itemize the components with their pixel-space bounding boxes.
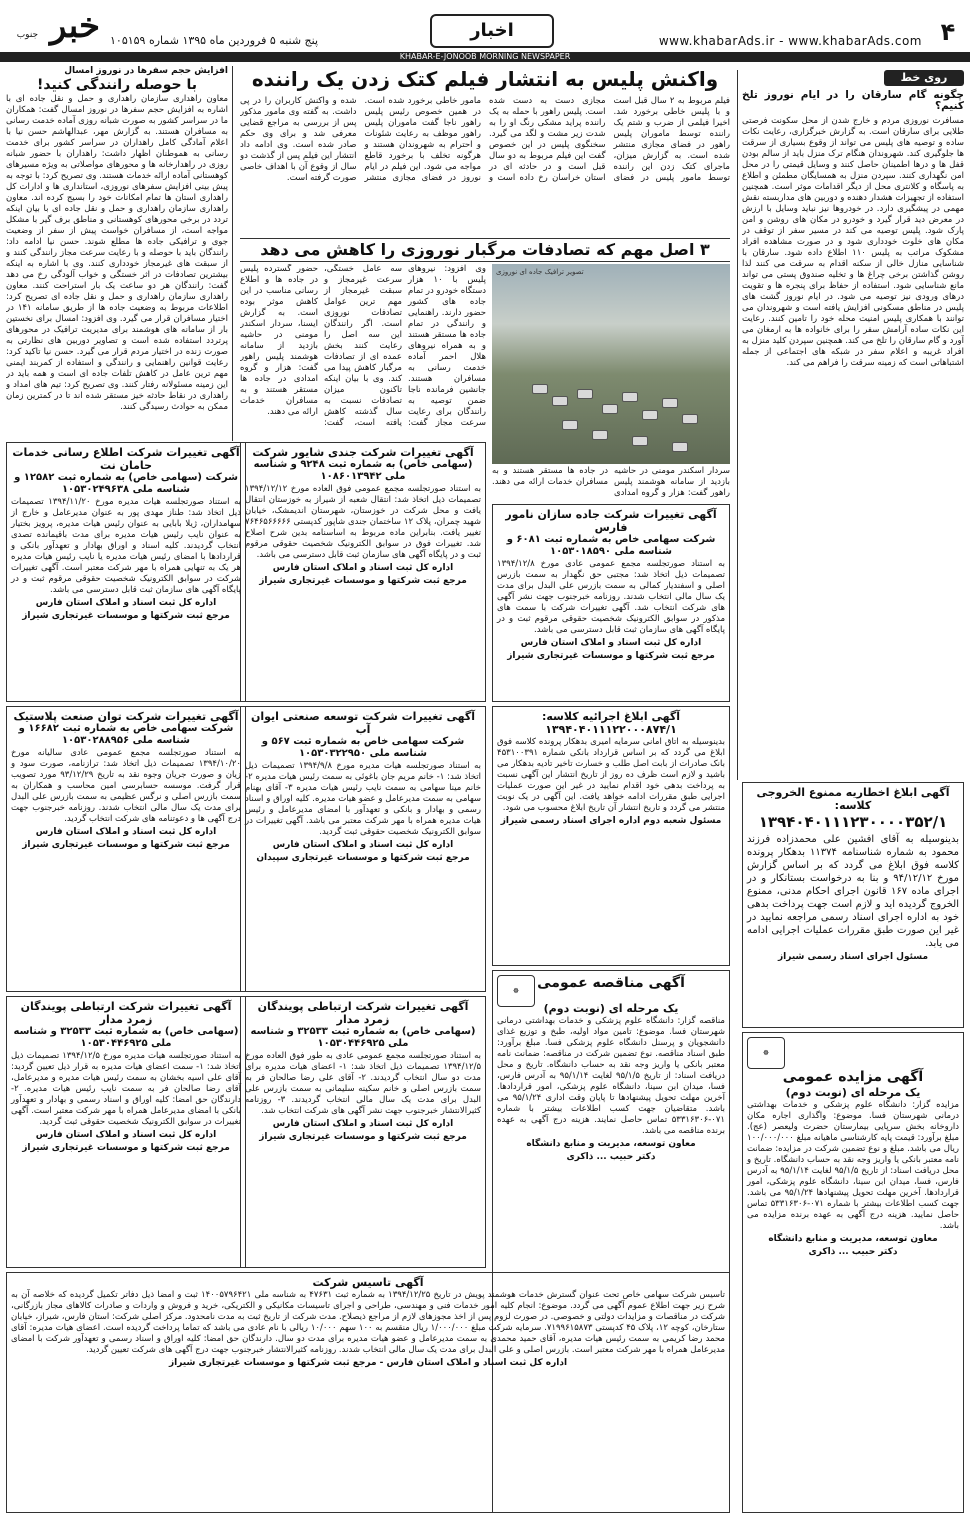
ad-title: آگهی تغییرات شرکت اطلاع رسانی خدمات حامان نت xyxy=(12,446,240,472)
masthead xyxy=(0,0,970,62)
ad-subtitle: (سهامی خاص) به شماره ثبت ۳۲۵۳۳ و شناسه ملی ۱۰۵۳۰۴۴۶۹۲۵ xyxy=(13,1026,239,1049)
page-number: ۴ xyxy=(940,18,956,46)
ad-subtitle: شرکت (سهامی خاص) به شماره ثبت ۱۲۵۸۲ و شناسه ملی ۱۰۵۳۰۲۴۹۶۳۸ xyxy=(14,472,238,495)
ad-body: بدینوسیله به آقای افشین علی محمدزاده فرزند محمود به شماره شناسنامه ۱۱۳۷۴ بدهکار پرونده کلاسه فوق ابلاغ می گردد که بر اساس گزارش مورخ ۹۴/۱۲/۱۲ و بنا به درخواست بستانکار و در اجرای ماده ۱۶۷ قانون اجرای احکام مدنی، ممنوع الخروج گردیده اید و لازم است جهت پرداخت بدهی خود به اداره اجرای اسناد رسمی مراجعه نمایید در غیر این صورت طبق مقررات عملیات اجرایی ادامه می یابد. xyxy=(747,834,960,949)
ad-body: بدینوسیله به اتاق امانی سرمایه امیری بدهکار پرونده کلاسه فوق ابلاغ می گردد که بر اساس قرارداد بانکی شماره ۴۵۳۱۰۰۳۹۱ بانک صادرات از بابت اصل طلب و خسارت تاخیر تادیه بدهکار می باشید و لازم است ظرف ده روز از تاریخ انتشار این آگهی نسبت به پرداخت بدهی خود اقدام نمایید در غیر این صورت عملیات اجرایی طبق مقررات ادامه خواهد یافت. این آگهی در یک نوبت منتشر می گردد و تاریخ انتشار آن تاریخ ابلاغ محسوب می شود. xyxy=(497,737,725,813)
ad-foot: مسئول شعبه دوم اداره اجرای اسناد رسمی شیراز xyxy=(500,816,722,826)
ad-shayvar[interactable] xyxy=(240,442,486,702)
left-kicker: افزایش حجم سفرها در نوروز امسال xyxy=(64,66,228,76)
ad-title: آگهی ابلاغ اخطاریه ممنوع الخروجی کلاسه: xyxy=(756,786,950,812)
ad-foot-2: دکتر حبیب ... ذاکری xyxy=(808,1247,898,1257)
ad-foot: اداره کل ثبت اسناد و املاک استان فارس xyxy=(35,827,217,837)
ad-foot-2: دکتر حبیب ... ذاکری xyxy=(566,1152,656,1162)
ad-foot-2: مرجع ثبت شرکتها و موسسات غیرتجاری شیراز xyxy=(22,840,230,850)
ad-body: مناقصه گزار: دانشگاه علوم پزشکی و خدمات بهداشتی درمانی شهرستان فسا. موضوع: تامین مواد اولیه، طبخ و توزیع غذای دانشجویان و پرسنل دانشگاه علوم پزشکی فسا. مبلغ برآورد: طبق اسناد مناقصه. نوع تضمین شرکت در مناقصه: ضمانت نامه معتبر بانکی یا واریز وجه نقد به حساب دانشگاه. تاریخ و محل دریافت اسناد: از تاریخ ۹۵/۱/۵ لغایت ۹۵/۱/۱۴ به آدرس فارس، فسا، میدان ابن سینا، دانشگاه علوم پزشکی، امور قراردادها. آخرین مهلت تحویل پیشنهادها تا پایان وقت اداری ۹۵/۱/۲۴ می باشد. متقاضیان جهت کسب اطلاعات بیشتر با شماره ۰۷۱-۵۳۳۱۶۳۰۶ تماس حاصل نمایند. هزینه درج آگهی به عهده برنده مناقصه می باشد. xyxy=(497,1016,726,1136)
ad-body: مزایده گزار: دانشگاه علوم پزشکی و خدمات بهداشتی درمانی شهرستان فسا. موضوع: واگذاری اجاره مکان داروخانه بخش سرپایی بیمارستان حضرت ولیعصر (عج). مبلغ برآورد: قیمت پایه کارشناسی ماهیانه مبلغ ۱۰۰/۰۰۰/۰۰۰ ریال می باشد. مبلغ و نوع تضمین شرکت در مزایده: ضمانت نامه معتبر بانکی یا واریز وجه نقد به حساب دانشگاه. تاریخ و محل دریافت اسناد: از تاریخ ۹۵/۱/۵ لغایت ۹۵/۱/۱۴ به آدرس فارس، فسا، میدان ابن سینا، دانشگاه علوم پزشکی، امور قراردادها. آخرین مهلت تحویل پیشنهادها ۹۵/۱/۲۴ می باشد. جهت کسب اطلاعات بیشتر با شماره ۰۷۱-۵۳۳۱۶۳۰۶ تماس حاصل نمایید. هزینه درج آگهی به عهده برنده مزایده می باشد. xyxy=(747,1100,959,1231)
website-url[interactable]: www.khabarAds.ir - www.khabarAds.com xyxy=(658,34,922,48)
ad-foot: اداره کل ثبت اسناد و املاک استان فارس xyxy=(272,840,454,850)
ad-title: آگهی تغییرات شرکت جندی شایور شرکت xyxy=(252,446,474,459)
left-body: معاون راهداری سازمان راهداری و حمل و نقل جاده ای با اشاره به افزایش حجم سفرها در نوروز امسال گفت: همکاران ما در سراسر کشور به صورت شبانه روزی آماده خدمت رسانی به مسافران هستند. به گزارش مهر، عبدالهاشم حسن نیا با اعلام آمادگی کامل راهداران در سراسر کشور برای خدمت رسانی به هموطنان اظهار داشت: راهداران با حضور شبانه روزی در راهدارخانه ها و محورهای مواصلاتی به ویژه مسیرهای کوهستانی آماده ارائه خدمات هستند. وی تصریح کرد: با توجه به پیش بینی افزایش سفرهای نوروزی، استانداری ها و ادارات کل راهداری استان ها تمام امکانات خود را بسیج کرده اند. معاون راهداری سازمان راهداری و حمل و نقل جاده ای با بیان اینکه تردد در برخی محورهای کوهستانی و مناطق برف گیر با مشکل مواجه است، از مسافران خواست پیش از سفر از وضعیت جوی و ترافیکی جاده ها مطلع شوند. حسن نیا ادامه داد: رانندگان باید با حوصله و با رعایت سرعت مجاز رانندگی کنند و از سبقت های غیرمجاز خودداری کنند. وی با اشاره به اینکه بیشترین تصادفات در اثر خستگی و خواب آلودگی رخ می دهد گفت: رانندگان هر دو ساعت یک بار استراحت کنند. معاون راهداری سازمان راهداری و حمل و نقل جاده ای تصریح کرد: اطلاعات مربوط به وضعیت جاده ها از طریق سامانه ۱۴۱ در اختیار مسافران قرار می گیرد. وی افزود: امسال برای نخستین بار از سامانه های هوشمند برای مدیریت ترافیک در محورهای پرتردد استفاده شده است و تصاویر دوربین های نظارتی به صورت زنده در اختیار مردم قرار می گیرد. حسن نیا تاکید کرد: رعایت قوانین راهنمایی و رانندگی و استفاده از کمربند ایمنی مهم ترین عامل در کاهش تلفات جاده ای است و همه باید در این زمینه مسئولانه رفتار کنند. وی تصریح کرد: تیم های امداد و راهداری در نقاط حادثه خیز مستقر شده اند تا در کمترین زمان ممکن به حوادث رسیدگی کنند. xyxy=(6,94,228,412)
ad-foot: اداره کل ثبت اسناد و املاک استان فارس xyxy=(520,638,702,648)
ad-foot: مسئول اجرای اسناد رسمی شیراز xyxy=(777,952,929,962)
rooye-khat-label: روی خط xyxy=(884,70,964,86)
section-title: اخبار xyxy=(430,14,554,48)
ad-foot: اداره کل ثبت اسناد و املاک استان فارس - مرجع ثبت شرکتها و موسسات غیرتجاری شیراز xyxy=(168,1358,568,1368)
ad-foot-2: مرجع ثبت شرکتها و موسسات غیرتجاری سپیدان xyxy=(256,853,470,863)
ad-title: آگهی تغییرات شرکت ارتباطی پویندگان زمرد مدار xyxy=(257,1000,469,1026)
ad-title: آگهی تغییرات شرکت ارتباطی پویندگان زمرد مدار xyxy=(20,1000,232,1026)
ad-body: به استناد صورتجلسه مجمع عمومی عادی سالیانه مورخ ۱۳۹۴/۱۰/۲۰ تصمیمات ذیل اتخاذ شد: ترازنامه، صورت سود و زیان و صورت جریان وجوه نقد به تاریخ ۹۳/۱۲/۲۹ مورد تصویب قرار گرفت. موسسه حسابرسی امین محاسب و همکاران به سمت بازرس اصلی و نرگس عظیمی به سمت بازرس علی البدل برای مدت یک سال مالی انتخاب شدند. روزنامه خبرجنوب جهت درج آگهی ها و دعوتنامه های شرکت انتخاب گردید. xyxy=(11,748,242,824)
ad-khorooj[interactable] xyxy=(742,782,964,1028)
second-story: وی افزود: نیروهای پلیس با ۱۰ هزار دستگاه خودرو در تمام جاده های کشور حضور دارند. راهنمایی و رانندگی در تمام جاده ها مستقر هستند و به همراه نیروهای هلال احمر آماده خدمت رسانی به مسافران هستند. جانشین فرمانده ناجا ضمن توصیه به رانندگان برای رعایت سرعت مجاز گفت: سه عامل خستگی، سرعت غیرمجاز و سبقت غیرمجاز از مهم ترین عوامل تصادفات نوروزی است. اگر رانندگان این سه اصل را رعایت کنند بخش عمده ای از تصادفات مرگبار کاهش پیدا می کند. وی با بیان اینکه تاکنون میزان تصادفات نسبت به سال گذشته کاهش یافته است، گفت: حضور گسترده پلیس در جاده ها و اطلاع رسانی مناسب در این کاهش موثر بوده است. به گزارش ایسنا، سردار اسکندر مومنی در حاشیه بازدید از سامانه هوشمند پلیس راهور گفت: هزار و گروه امدادی در جاده ها مستقر هستند و به مسافران خدمات ارائه می دهند. xyxy=(240,264,486,428)
left-title: با حوصله رانندگی کنید! xyxy=(36,77,197,93)
column-rule xyxy=(737,70,738,780)
ad-foot: معاون توسعه، مدیریت و منابع دانشگاه xyxy=(768,1234,938,1244)
newspaper-logo[interactable] xyxy=(8,6,100,48)
ad-subtitle: یک مرحله ای (نوبت دوم) xyxy=(543,1002,679,1015)
ad-subtitle: (سهامی خاص) به شماره ثبت ۳۲۵۳۳ و شناسه ملی ۱۰۵۳۰۴۴۶۹۲۵ xyxy=(250,1026,476,1049)
ad-body: به استناد صورتجلسه هیات مدیره مورخ ۱۳۹۴/۱۲/۵ تصمیمات ذیل اتخاذ شد: ۱- سمت اعضای هیات مدیره به قرار ذیل تعیین گردید: آقای علی اسیه بخشان به سمت رئیس هیات مدیره و مدیرعامل، آقای رضا صالحان فر به سمت نایب رئیس هیات مدیره. ۲- دارندگان حق امضا: کلیه اوراق و اسناد رسمی و بهادار و تعهدآور بانکی با امضای مدیرعامل همراه با مهر شرکت معتبر است. آگهی تغییرات در سوابق الکترونیک شخصیت حقوقی ثبت گردید. xyxy=(11,1051,241,1127)
ad-title: آگهی ابلاغ اجرائیه کلاسه: xyxy=(541,710,681,723)
logo-text: خبر xyxy=(49,6,100,46)
ad-foot: اداره کل ثبت اسناد و املاک استان فارس xyxy=(272,1119,454,1129)
ad-subtitle: (سهامی خاص) به شماره ثبت ۹۲۴۸ و شناسه ملی ۱۰۸۶۰۱۳۹۴۲ xyxy=(253,459,473,482)
ad-abtab[interactable] xyxy=(240,706,486,992)
ad-resani[interactable] xyxy=(6,442,246,702)
ad-foot-2: مرجع ثبت شرکتها و موسسات غیرتجاری شیراز xyxy=(259,576,467,586)
ad-mozayede[interactable] xyxy=(742,1032,964,1513)
ad-body: به استناد صورتجلسه مجمع عمومی عادی به طور فوق العاده مورخ ۱۳۹۴/۱۲/۵ تصمیمات ذیل اتخاذ شد: ۱- اعضای هیات مدیره برای مدت دو سال انتخاب گردیدند. ۲- آقای علی رضا صالحان فر به سمت بازرس اصلی و خانم سکینه سلیمانی به سمت بازرس علی البدل برای مدت یک سال مالی انتخاب گردیدند. ۳- روزنامه کثیرالانتشار خبرجنوب جهت نشر آگهی های شرکت انتخاب شد. xyxy=(245,1051,482,1116)
issue-date: پنج شنبه ۵ فروردین ماه ۱۳۹۵ شماره ۱۰۵۱۵۹ xyxy=(110,34,319,47)
ad-title: آگهی مناقصه عمومی xyxy=(537,975,685,991)
ad-subtitle: یک مرحله ای (نوبت دوم) xyxy=(785,1086,921,1099)
ad-subtitle: ۱۳۹۴۰۴۰۱۱۱۲۳۰۰۰۰۳۵۲/۱ xyxy=(758,813,948,831)
university-emblem: ☸ xyxy=(747,1037,785,1069)
ad-foot: معاون توسعه، مدیریت و منابع دانشگاه xyxy=(526,1139,696,1149)
masthead-strap: KHABAR-E-JONOOB MORNING NEWSPAPER xyxy=(0,52,970,62)
ad-jadeh[interactable] xyxy=(492,504,730,702)
ad-foot: اداره کل ثبت اسناد و املاک استان فارس xyxy=(35,598,217,608)
ad-subtitle: شرکت سهامی خاص به شماره ثبت ۱۶۶۸۲ و شناسه ملی ۱۰۵۳۰۲۸۸۹۵۶ xyxy=(18,723,234,746)
ad-title: آگهی تغییرات شرکت جاده سازان نامور فارس xyxy=(505,508,717,534)
ad-tavan[interactable] xyxy=(6,706,246,992)
ad-body: به استناد صورتجلسه مجمع عمومی عادی مورخ ۱۳۹۴/۱۲/۸ تصمیمات ذیل اتخاذ شد: مجتبی حق نگهدار به سمت بازرس اصلی و اسفندیار کمالی به سمت بازرس علی البدل برای مدت یک سال مالی انتخاب شدند. روزنامه خبرجنوب جهت نشر آگهی های شرکت انتخاب شد. آگهی تغییرات شرکت با سمت های مذکور در سوابق الکترونیک شخصیت حقوقی مرقوم ثبت و در پایگاه آگهی های سازمان ثبت قابل دسترسی می باشد. xyxy=(497,559,725,635)
ad-title: آگهی تغییرات شرکت توسعه صنعتی ایوان آب xyxy=(250,710,476,736)
ad-ejraie[interactable] xyxy=(492,706,730,966)
left-column xyxy=(6,66,228,438)
ad-foot: اداره کل ثبت اسناد و املاک استان فارس xyxy=(35,1130,217,1140)
ad-title: آگهی مزایده عمومی xyxy=(782,1069,924,1085)
ad-body: به استناد صورتجلسه مجمع عمومی فوق العاده مورخ ۱۳۹۴/۱۲/۱۲ تصمیمات ذیل اتخاذ شد: انتقال شعبه از شیراز به خوزستان انتقال یافت و محل شرکت در خوزستان، شهرستان اندیمشک، خیابان شهید چمران، پلاک ۱۲ ساختمان جندی شاپور کدپستی ۷۶۴۶۵۶۶۶۶۶ تغییر یافت. بنابراین ماده مربوط به اساسنامه بدین شرح اصلاح شد. تغییرات فوق در سوابق الکترونیک شخصیت حقوقی مرقوم ثبت و در پایگاه آگهی های سازمان ثبت قابل دسترسی می باشد. xyxy=(245,484,481,560)
main-headline: واکنش پلیس به انتشار فیلم کتک زدن یک راننده xyxy=(251,67,719,91)
logo-sub: جنوب xyxy=(16,30,39,40)
column-rule xyxy=(232,66,233,441)
ad-body: به استناد صورتجلسه هیات مدیره مورخ ۱۳۹۴/۹/۸ تصمیمات ذیل اتخاذ شد: ۱- خانم مریم جان باغوئی به سمت رئیس هیات مدیره ۲- خانم مینا سهامی به سمت نایب رئیس هیات مدیره ۳- آقای بهنام سهامی به سمت مدیرعامل و عضو هیات مدیره. کلیه اوراق و اسناد رسمی و بهادار و بانکی و تعهدآور با امضای مدیرعامل و رئیس هیات مدیره همراه با مهر شرکت معتبر می باشد. آگهی تغییرات در سوابق الکترونیک شخصیت حقوقی ثبت گردید. xyxy=(245,761,482,837)
traffic-photo xyxy=(492,264,730,464)
rooye-khat-column xyxy=(742,70,964,778)
rooye-khat-title: چگونه گام سارقان را در ایام نوروز تلخ کنیم؟ xyxy=(742,89,964,112)
ad-title: آگهی تاسیس شرکت xyxy=(312,1276,424,1289)
ad-subtitle: شرکت سهامی خاص به شماره ثبت ۶۰۸۱ و شناسه ملی ۱۰۵۳۰۱۸۵۹۰ xyxy=(506,534,716,557)
ad-title: آگهی تغییرات شرکت توان صنعت پلاستیک xyxy=(13,710,239,723)
ad-foot-2: مرجع ثبت شرکتها و موسسات غیرتجاری شیراز xyxy=(22,1143,230,1153)
ad-foot-2: مرجع ثبت شرکتها و موسسات غیرتجاری شیراز xyxy=(259,1132,467,1142)
ad-subtitle: شرکت سهامی خاص به شماره ثبت ۵۶۷ و شناسه ملی ۱۰۵۳۰۳۲۲۹۵۰ xyxy=(261,736,465,759)
photo-label: تصویر ترافیک جاده ای نوروزی xyxy=(496,268,584,276)
ad-foot-2: مرجع ثبت شرکتها و موسسات غیرتجاری شیراز xyxy=(507,651,715,661)
main-story: فیلم مربوط به ۲ سال قبل است و با پلیس خاطی برخورد شد. اخیرا فیلمی از ضرب و شتم یک راننده توسط ماموران پلیس راهور در فضای مجازی منتشر شده است. به گزارش میزان، ماجرای کتک زدن این راننده توسط مامور پلیس در فضای مجازی دست به دست شده است. پلیس راهور با حمله به یک راننده پراید مشکی رنگ او را به شدت زیر مشت و لگد می گیرد. سخنگوی پلیس در این خصوص گفت این فیلم مربوط به دو سال قبل است و در حادثه ای در استان خراسان رخ داده است و مامور خاطی برخورد شده است. در همین خصوص رئیس پلیس راهور ناجا گفت ماموران پلیس راهور موظف به رعایت شئونات و احترام به شهروندان هستند و هرگونه تخلف با برخورد قاطع مواجه می شود. این فیلم در ایام نوروز در فضای مجازی منتشر شده و واکنش کاربران را در پی داشت. به گفته وی مامور مذکور پس از بررسی به مراجع قضایی معرفی شد و برای وی حکم صادر شده است. وی ادامه داد انتشار این فیلم پس از گذشت دو سال از وقوع آن با اهداف خاصی صورت گرفته است. xyxy=(240,96,730,183)
photo-caption: سردار اسکندر مومنی در حاشیه بازدید از سامانه هوشمند پلیس راهور گفت: هزار و گروه امدادی در جاده ها مستقر هستند و به مسافران خدمات ارائه می دهند. xyxy=(492,466,730,498)
university-emblem: ☸ xyxy=(497,975,535,1007)
ad-zomorod-2[interactable] xyxy=(6,996,246,1268)
ad-foot-2: مرجع ثبت شرکتها و موسسات غیرتجاری شیراز xyxy=(22,611,230,621)
ad-tasis[interactable] xyxy=(6,1272,730,1513)
ad-subtitle: ۱۳۹۴۰۴۰۱۱۱۲۲۰۰۰۸۷۴/۱ xyxy=(545,723,677,736)
ad-body: تاسیس شرکت سهامی خاص تحت عنوان گسترش خدمات هوشمند پویش در تاریخ ۱۳۹۴/۱۲/۲۵ به شماره ثبت ۴۷۶۳۱ به شناسه ملی ۱۴۰۰۵۷۹۶۴۲۱ ثبت و امضا ذیل دفاتر تکمیل گردیده که خلاصه آن به شرح زیر جهت اطلاع عموم آگهی می گردد. موضوع: انجام کلیه امور خدمات فنی و مهندسی، طراحی و اجرای تاسیسات مکانیکی و الکتریکی، خرید و فروش و واردات و صادرات کالاهای مجاز بازرگانی، شرکت در مناقصات و مزایدات دولتی و خصوصی. در صورت لزوم پس از اخذ مجوزهای لازم از مراجع ذیصلاح. مدت شرکت از تاریخ ثبت به مدت نامحدود. مرکز اصلی شرکت: استان فارس، شیراز، خیابان ستارخان، کوچه ۱۲، پلاک ۴۵ کدپستی ۷۱۹۹۶۱۵۸۷۳. سرمایه شرکت مبلغ ۱/۰۰۰/۰۰۰ ریال منقسم به ۱۰۰ سهم ۱۰/۰۰۰ ریالی با نام عادی می باشد که تماما پرداخت گردیده است. اعضای هیات مدیره: آقای محمد رضا کریمی به سمت رئیس هیات مدیره، آقای حمید محمدی به سمت مدیرعامل و عضو هیات مدیره برای مدت دو سال. دارندگان حق امضا: کلیه اوراق و اسناد رسمی و تعهدآور شرکت با امضای مدیرعامل همراه با مهر شرکت معتبر است. بازرس اصلی و علی البدل برای مدت یک سال مالی انتخاب شدند. روزنامه کثیرالانتشار خبرجنوب جهت درج آگهی های شرکت تعیین گردید. xyxy=(11,1290,725,1355)
second-headline: ۳ اصل مهم که تصادفات مرگبار نوروزی را کاهش می دهد xyxy=(240,238,730,262)
rooye-khat-body: مسافرت نوروزی مردم و خارج شدن از محل سکونت فرصتی طلایی برای سارقان است. به گزارش خبرگزاری، رعایت نکات ساده و توصیه های پلیس می تواند از وقوع بسیاری از سرقت ها جلوگیری کند. شهروندان هنگام ترک منزل باید از سالم بودن قفل ها و درها اطمینان حاصل کنند و وسایل قیمتی را در محل امن نگهداری کنند. سپردن منزل به همسایگان مطمئن و اطلاع به پاسگاه و کلانتری محل از دیگر اقدامات موثر است. همچنین استفاده از تجهیزات هشدار دهنده و دوربین های مداربسته نقش مهمی در پیشگیری دارد. در خودروها نیز نباید وسایل با ارزش در معرض دید قرار گیرد و خودرو در مکان های روشن و امن پارک شود. پلیس توصیه می کند در مسیر سفر از توقف در مکان های خلوت خودداری شود و در صورت مشاهده افراد مشکوک مراتب به پلیس ۱۱۰ اطلاع داده شود. سارقان با شناسایی منازل خالی از سکنه اقدام به سرقت می کنند لذا روشن گذاشتن برخی چراغ ها و تخلیه صندوق پستی می تواند مانع شناسایی شود. استفاده از حفاظ برای پنجره ها و تقویت درهای ورودی نیز توصیه می شود. در ایام نوروز گشت های پلیس در مناطق مسکونی افزایش یافته است و شهروندان می توانند با همکاری پلیس امنیت محله خود را تامین کنند. رعایت این نکات ساده آرامش سفر را برای خانواده ها به ارمغان می آورد و گام سارقان را تلخ می کند. همچنین سپردن کلید منزل به افراد غریبه و اعلام سفر در شبکه های اجتماعی از جمله اشتباهاتی است که زمینه سرقت را فراهم می کند. xyxy=(742,116,964,368)
ad-zomorod-1[interactable] xyxy=(240,996,486,1268)
ad-foot: اداره کل ثبت اسناد و املاک استان فارس xyxy=(272,563,454,573)
ad-body: به استناد صورتجلسه هیات مدیره مورخ ۱۳۹۴/۱۱/۲۰ تصمیمات ذیل اتخاذ شد: طناز مهدی پور به عنوان مدیرعامل و خارج از سهامداران، ژیلا بابایی به عنوان رئیس هیات مدیره، پرویز بختیار به عنوان نایب رئیس هیات مدیره برای مدت باقیمانده تصدی انتخاب گردیدند. کلیه اسناد و اوراق بهادار و تعهدآور بانکی و قراردادها با امضای رئیس هیات مدیره یا نایب رئیس هیات مدیره هر یک به تنهایی همراه با مهر شرکت معتبر است. آگهی تغییرات شرکت در سوابق الکترونیک شخصیت حقوقی مرقوم ثبت و در پایگاه آگهی های سازمان ثبت قابل دسترسی می باشد. xyxy=(11,497,241,595)
